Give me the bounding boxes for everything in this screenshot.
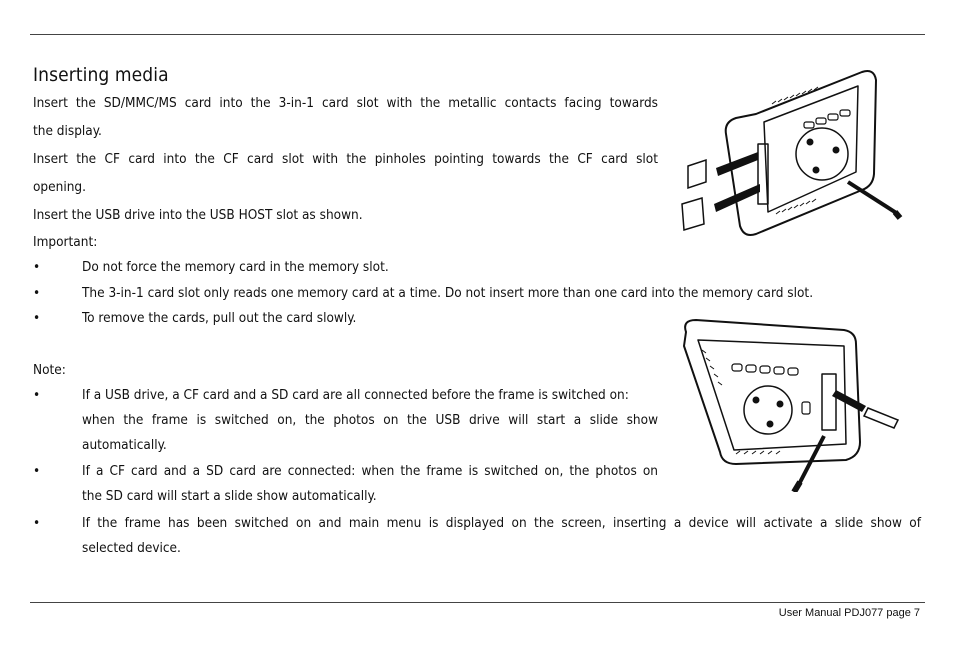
- bottom-rule: [30, 602, 925, 603]
- note-item-line: selected device.: [82, 540, 181, 556]
- important-label: Important:: [33, 234, 98, 250]
- important-item-text: To remove the cards, pull out the card slowly.: [82, 310, 357, 326]
- card-insertion-illustration: [676, 64, 906, 239]
- usb-insertion-illustration: [676, 312, 906, 492]
- bullet: •: [33, 285, 41, 301]
- section-heading: Inserting media: [33, 64, 169, 86]
- bullet: •: [33, 515, 41, 531]
- paragraph-sd-card-line2: the display.: [33, 123, 102, 139]
- paragraph-sd-card-line1: Insert the SD/MMC/MS card into the 3-in-1 card slot with the metallic contacts facing towards: [33, 95, 658, 111]
- bullet: •: [33, 387, 41, 403]
- note-label: Note:: [33, 362, 66, 378]
- important-item-text: The 3-in-1 card slot only reads one memory card at a time. Do not insert more than one card into the memory card slot.: [82, 285, 814, 301]
- important-item-text: Do not force the memory card in the memory slot.: [82, 259, 389, 275]
- page-footer: User Manual PDJ077 page 7: [778, 607, 920, 619]
- note-item-line: the SD card will start a slide show automatically.: [82, 488, 377, 504]
- note-item-line: If a CF card and a SD card are connected: when the frame is switched on, the photos on: [82, 463, 658, 479]
- top-rule: [30, 34, 925, 35]
- paragraph-cf-card-line1: Insert the CF card into the CF card slot with the pinholes pointing towards the CF card slot: [33, 151, 658, 167]
- bullet: •: [33, 310, 41, 326]
- note-item-line: when the frame is switched on, the photos on the USB drive will start a slide show: [82, 412, 658, 428]
- note-item-line: If a USB drive, a CF card and a SD card are all connected before the frame is switched on:: [82, 387, 629, 403]
- paragraph-cf-card-line2: opening.: [33, 179, 86, 195]
- note-item-line: automatically.: [82, 437, 167, 453]
- bullet: •: [33, 259, 41, 275]
- bullet: •: [33, 463, 41, 479]
- paragraph-usb-drive: Insert the USB drive into the USB HOST slot as shown.: [33, 207, 363, 223]
- note-item-line: If the frame has been switched on and main menu is displayed on the screen, inserting a device will activate a slide show of: [82, 515, 921, 531]
